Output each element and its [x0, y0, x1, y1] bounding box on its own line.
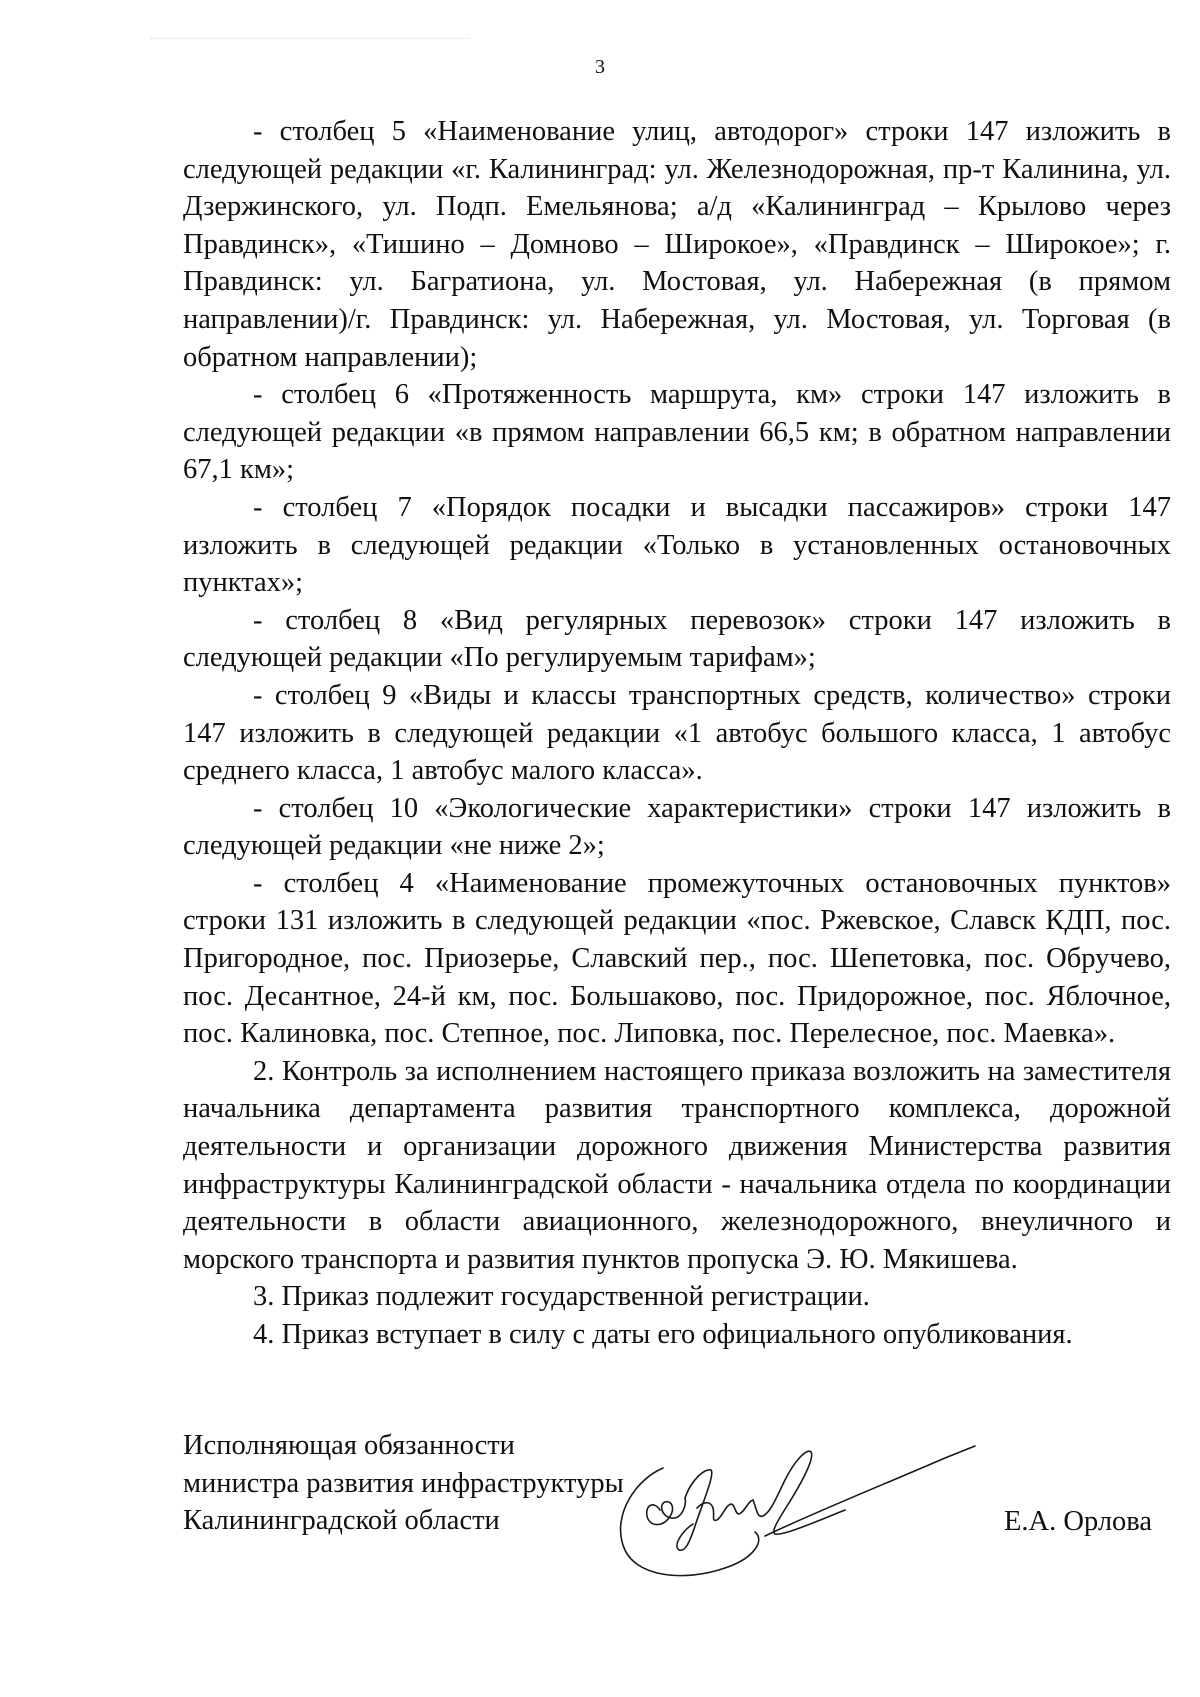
- scan-artifact: [150, 38, 470, 43]
- signatory-name: Е.А. Орлова: [1004, 1506, 1153, 1537]
- signatory-position-line: Исполняющая обязанности: [183, 1430, 515, 1461]
- page-number: 3: [595, 56, 605, 78]
- document-body: [183, 113, 1171, 1354]
- paragraph-column-4: - столбец 4 «Наименование промежуточных остановочных пунктов» строки 131 изложить в следующей редакции «пос. Ржевское, Славск КДП, пос. Пригородное, пос. Приозерье, Славский пер., пос. Шепетовка, пос. Обручево, пос. Десантное, 24-й км, пос. Большаково, пос. Придорожное, пос. Яблочное, пос. Калиновка, пос. Степное, пос. Липовка, пос. Перелесное, пос. Маевка».: [183, 867, 1171, 1050]
- paragraph-column-10: - столбец 10 «Экологические характеристики» строки 147 изложить в следующей редакции «не ниже 2»;: [183, 792, 1171, 862]
- signature-strokes: [621, 1446, 975, 1576]
- paragraph-column-8: - столбец 8 «Вид регулярных перевозок» строки 147 изложить в следующей редакции «По регулируемым тарифам»;: [183, 604, 1171, 674]
- signatory-position: [183, 1427, 624, 1540]
- paragraph-column-6: - столбец 6 «Протяженность маршрута, км» строки 147 изложить в следующей редакции «в прямом направлении 66,5 км; в обратном направлении 67,1 км»;: [183, 379, 1171, 486]
- signatory-position-line: Калининградской области: [183, 1505, 500, 1537]
- paragraph-item-3: 3. Приказ подлежит государственной регистрации.: [253, 1281, 870, 1313]
- signatory-position-line: министра развития инфраструктуры: [183, 1467, 624, 1499]
- paragraph-column-7: - столбец 7 «Порядок посадки и высадки пассажиров» строки 147 изложить в следующей редакции «Только в установленных остановочных пунктах»;: [183, 491, 1171, 599]
- paragraph-item-4: 4. Приказ вступает в силу с даты его официального опубликования.: [253, 1319, 1073, 1350]
- handwritten-signature: [615, 1440, 1000, 1585]
- paragraph-item-2: 2. Контроль за исполнением настоящего приказа возложить на заместителя начальника департамента развития транспортного комплекса, дорожной деятельности и организации дорожного движения Министерства развития инфраструктуры Калининградской области - начальника отдела по координации деятельности в области авиационного, железнодорожного, внеуличного и морского транспорта и развития пунктов пропуска Э. Ю. Мякишева.: [183, 1055, 1171, 1275]
- paragraph-column-5: - столбец 5 «Наименование улиц, автодорог» строки 147 изложить в следующей редакции «г. Калининград: ул. Железнодорожная, пр-т Калинина, ул. Дзержинского, ул. Подп. Емельянова; а/д «Калининград – Крылово через Правдинск», «Тишино – Домново – Широкое», «Правдинск – Широкое»; г. Правдинск: ул. Багратиона, ул. Мостовая, ул. Набережная (в прямом направлении)/г. Правдинск: ул. Набережная, ул. Мостовая, ул. Торговая (в обратном направлении);: [183, 116, 1171, 373]
- paragraph-column-9: - столбец 9 «Виды и классы транспортных средств, количество» строки 147 изложить в следующей редакции «1 автобус большого класса, 1 автобус среднего класса, 1 автобус малого класса».: [183, 679, 1171, 787]
